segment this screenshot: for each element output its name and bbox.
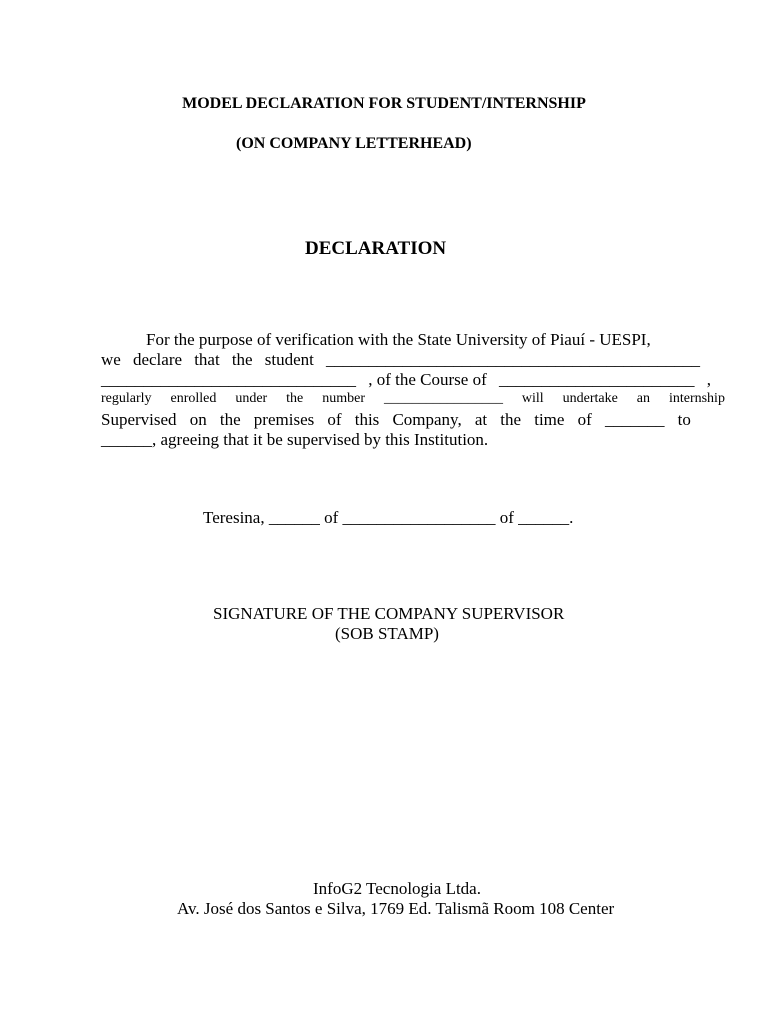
number-blank: _________________ <box>383 391 503 406</box>
body-line-2: we declare that the student ____________________________________________ <box>101 350 700 369</box>
document-subtitle: (ON COMPANY LETTERHEAD) <box>236 135 472 152</box>
stamp-label: (SOB STAMP) <box>335 624 439 643</box>
body-line-5: Supervised on the premises of this Company, at the time of _______ to <box>101 410 691 429</box>
time-from-blank: _______ <box>604 410 665 429</box>
body-line-6: ______, agreeing that it be supervised by this Institution. <box>101 430 489 449</box>
declaration-heading: DECLARATION <box>305 238 447 259</box>
signature-label: SIGNATURE OF THE COMPANY SUPERVISOR <box>213 604 565 623</box>
student-name-blank: ____________________________________________ <box>326 350 700 369</box>
footer-address: Av. José dos Santos e Silva, 1769 Ed. Talismã Room 108 Center <box>177 899 615 918</box>
document-title: MODEL DECLARATION FOR STUDENT/INTERNSHIP <box>182 95 586 112</box>
footer-company: InfoG2 Tecnologia Ltda. <box>313 879 481 898</box>
body-line-4: regularly enrolled under the number _________________ will undertake an internship <box>101 391 725 406</box>
body-line-1: For the purpose of verification with the State University of Piauí - UESPI, <box>146 330 651 349</box>
enrollment-blank: ______________________________ <box>101 370 356 389</box>
date-line: Teresina, ______ of __________________ of ______. <box>203 508 574 527</box>
course-blank: _______________________ <box>498 370 695 389</box>
body-line-3: ______________________________ , of the Course of _______________________ , <box>101 370 711 389</box>
